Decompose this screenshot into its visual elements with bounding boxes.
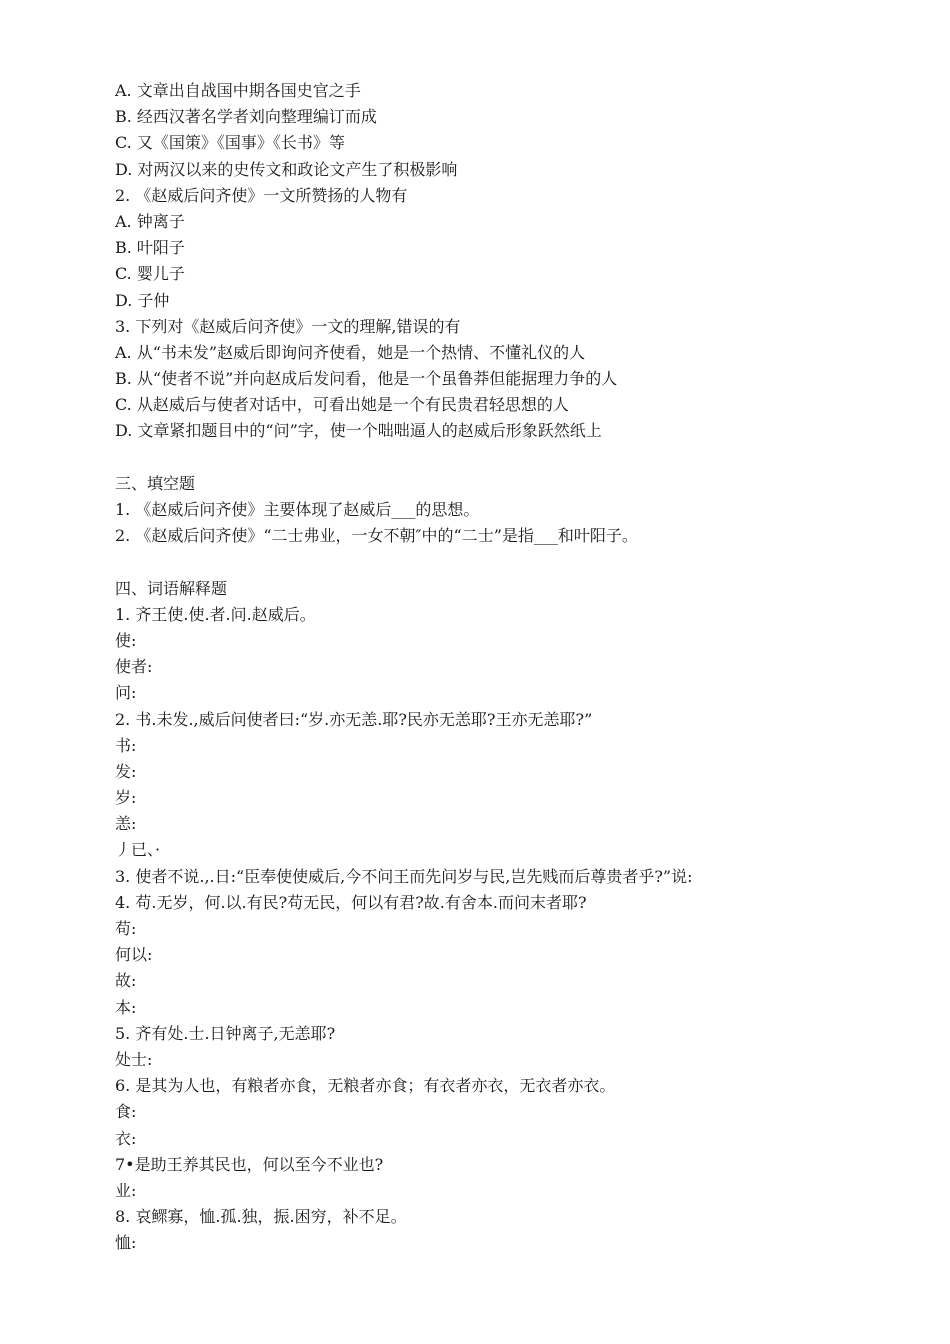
question-text: 2. 《赵威后问齐使》一文所赞扬的人物有 xyxy=(115,185,408,205)
option-line: B. 经西汉著名学者刘向整理编订而成 xyxy=(115,107,377,127)
vocab-line: 本: xyxy=(115,997,137,1017)
option-line: D. 文章紧扣题目中的“问”字，使一个咄咄逼人的赵威后形象跃然纸上 xyxy=(115,421,602,441)
option-line: D. 对两汉以来的史传文和政论文产生了积极影响 xyxy=(115,159,458,179)
option-line: C. 从赵威后与使者对话中，可看出她是一个有民贵君轻思想的人 xyxy=(115,395,569,415)
fill-item: 2. 《赵威后问齐使》“二士弗业，一女不朝″中的“二士”是指___和叶阳子。 xyxy=(115,526,638,546)
document-page xyxy=(115,78,915,1256)
vocab-line: 5. 齐有处.士.日钟离子,无恙耶? xyxy=(115,1023,336,1043)
option-line: A. 钟离子 xyxy=(115,211,185,231)
option-line: B. 叶阳子 xyxy=(115,238,185,258)
vocab-line: 岁: xyxy=(115,788,137,808)
vocab-line: 处士: xyxy=(115,1049,153,1069)
fill-in-section xyxy=(115,471,915,550)
vocab-line: 2. 书.未发.,威后问使者曰:“岁.亦无恙.耶?民亦无恙耶?王亦无恙耶?” xyxy=(115,709,593,729)
question-2 xyxy=(115,183,915,314)
option-line: D. 子仲 xyxy=(115,290,170,310)
vocab-line: 6. 是其为人也，有粮者亦食，无粮者亦食；有衣者亦衣，无衣者亦衣。 xyxy=(115,1076,616,1096)
vocab-line: 恤: xyxy=(115,1233,137,1253)
fill-item: 1. 《赵威后问齐使》主要体现了赵威后___的思想。 xyxy=(115,500,480,519)
vocab-line: 业: xyxy=(115,1180,137,1200)
option-line: A. 文章出自战国中期各国史官之手 xyxy=(115,81,361,100)
vocab-line: 书: xyxy=(115,735,137,755)
vocab-line: 1. 齐王使.使.者.问.赵威后。 xyxy=(115,604,316,624)
vocab-line: 4. 苟.无岁，何.以.有民?苟无民，何以有君?故.有舍本.而问末者耶? xyxy=(115,892,587,912)
section-title: 四、词语解释题 xyxy=(115,578,228,598)
question-1-options xyxy=(115,78,915,183)
vocab-line: 3. 使者不说.,.日:“臣奉使使威后,今不问王而先问岁与民,岂先贱而后尊贵者乎?”说: xyxy=(115,866,693,886)
vocab-line: 丿已、· xyxy=(115,840,161,860)
question-text: 3. 下列对《赵威后问齐使》一文的理解,错误的有 xyxy=(115,316,461,336)
vocab-line: 使者: xyxy=(115,657,153,677)
vocab-line: 恙: xyxy=(115,814,137,834)
vocab-line: 问: xyxy=(115,683,137,703)
section-spacer xyxy=(115,445,915,471)
vocab-line: 发: xyxy=(115,761,137,781)
vocab-line: 故: xyxy=(115,971,137,991)
option-line: C. 又《国策》《国事》《长书》等 xyxy=(115,133,345,153)
option-line: C. 婴儿子 xyxy=(115,264,185,284)
section-spacer xyxy=(115,549,915,575)
vocab-line: 何以: xyxy=(115,945,153,965)
vocab-line: 食: xyxy=(115,1102,137,1122)
question-3 xyxy=(115,314,915,445)
vocab-line: 8. 哀鳏寡，恤.孤.独，振.困穷，补不足。 xyxy=(115,1207,407,1227)
vocab-line: 衣: xyxy=(115,1128,137,1148)
vocab-line: 7•是助王养其民也，何以至今不业也? xyxy=(115,1154,384,1174)
vocab-line: 苟: xyxy=(115,919,137,938)
option-line: B. 从“使者不说”并向赵成后发问看，他是一个虽鲁莽但能据理力争的人 xyxy=(115,369,618,389)
section-title: 三、填空题 xyxy=(115,473,196,493)
option-line: A. 从“书未发”赵威后即询问齐使看，她是一个热情、不懂礼仪的人 xyxy=(115,342,586,362)
vocab-line: 使: xyxy=(115,630,137,650)
vocab-section xyxy=(115,576,915,1257)
